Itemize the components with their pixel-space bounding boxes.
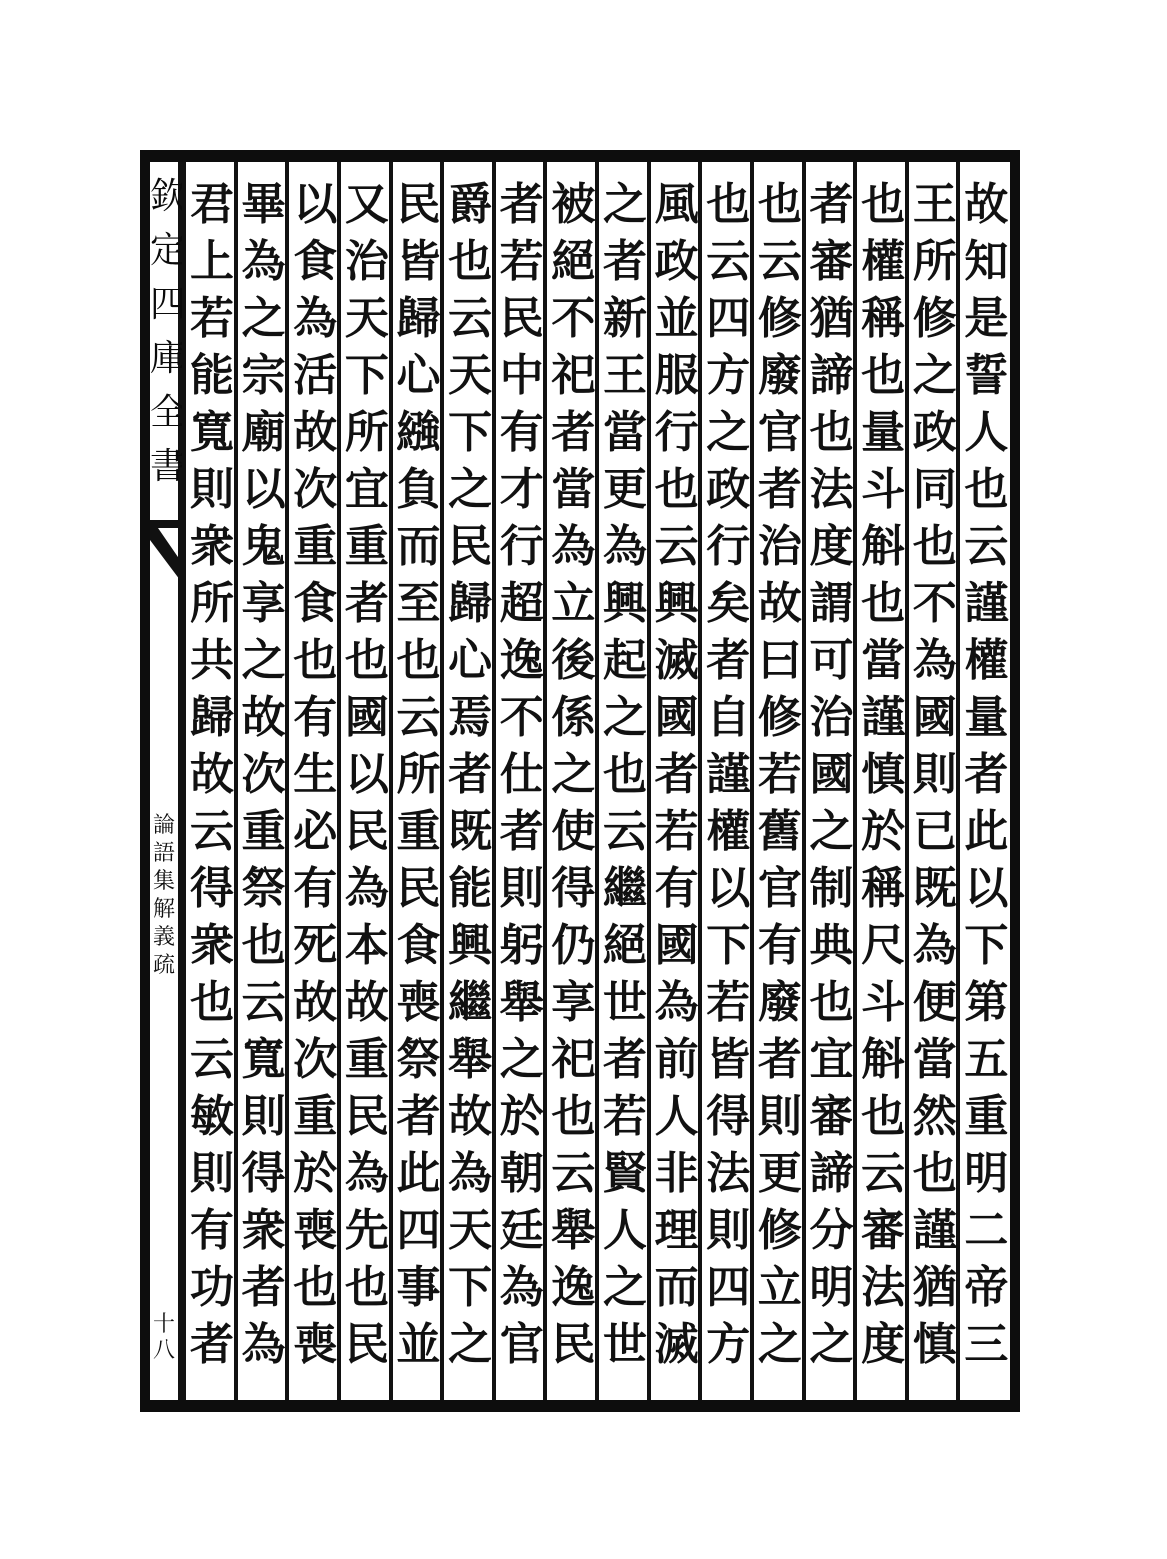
text-column-9	[543, 162, 595, 1400]
column-text: 被 絕 不 祀 者 當 為 立 後 係 之 使 得 仍 享 祀 也 云 舉 逸 民	[551, 179, 596, 1370]
fold-mark-icon	[150, 520, 180, 580]
text-column-16	[182, 162, 234, 1400]
column-text: 爵 也 云 天 下 之 民 歸 心 焉 者 既 能 興 繼 舉 故 為 天 下 之	[448, 179, 493, 1370]
column-text: 故 知 是 誓 人 也 云 謹 權 量 者 此 以 下 第 五 重 明 二 帝 三	[964, 179, 1009, 1370]
column-text: 以 食 為 活 故 次 重 食 也 有 生 必 有 死 故 次 重 於 喪 也 喪	[293, 179, 338, 1370]
column-text: 民 皆 歸 心 繈 負 而 至 也 云 所 重 民 食 喪 祭 者 此 四 事 並	[396, 179, 441, 1370]
text-column-8	[595, 162, 647, 1400]
margin-book-title: 論 語 集 解 義 疏	[152, 813, 175, 978]
text-column-5	[750, 162, 802, 1400]
column-text: 王 所 修 之 政 同 也 不 為 國 則 已 既 為 便 當 然 也 謹 猶 慎	[912, 179, 957, 1370]
text-area	[182, 162, 1008, 1400]
margin-strip	[150, 162, 187, 1400]
column-text: 者 若 民 中 有 才 行 超 逸 不 仕 者 則 躬 舉 之 於 朝 廷 為 官	[499, 179, 544, 1370]
column-text: 又 治 天 下 所 宜 重 者 也 國 以 民 為 本 故 重 民 為 先 也 民	[344, 179, 389, 1370]
column-text: 畢 為 之 宗 廟 以 鬼 享 之 故 次 重 祭 也 云 寬 則 得 衆 者 為	[241, 179, 286, 1370]
text-column-4	[802, 162, 854, 1400]
text-column-12	[389, 162, 441, 1400]
text-column-14	[285, 162, 337, 1400]
column-text: 也 權 稱 也 量 斗 斛 也 當 謹 慎 於 稱 尺 斗 斛 也 云 審 法 度	[861, 179, 906, 1370]
column-text: 之 者 新 王 當 更 為 興 起 之 也 云 繼 絕 世 者 若 賢 人 之 世	[603, 179, 647, 1370]
column-text: 君 上 若 能 寬 則 衆 所 共 歸 故 云 得 衆 也 云 敏 則 有 功 者	[190, 179, 234, 1370]
text-column-11	[440, 162, 492, 1400]
text-column-2	[905, 162, 957, 1400]
margin-title: 欽 定 四 庫 全 書	[150, 176, 187, 487]
text-column-1	[956, 162, 1008, 1400]
margin-page-number: 十 八	[152, 1312, 175, 1363]
column-text: 風 政 並 服 行 也 云 興 滅 國 者 若 有 國 為 前 人 非 理 而 滅	[654, 179, 699, 1370]
column-text: 也 云 修 廢 官 者 治 故 曰 修 若 舊 官 有 廢 者 則 更 修 立 之	[757, 179, 802, 1370]
text-column-10	[492, 162, 544, 1400]
column-text: 也 云 四 方 之 政 行 矣 者 自 謹 權 以 下 若 皆 得 法 則 四 方	[706, 179, 751, 1370]
text-column-3	[853, 162, 905, 1400]
text-column-7	[647, 162, 699, 1400]
text-column-15	[234, 162, 286, 1400]
text-column-6	[698, 162, 750, 1400]
text-column-13	[337, 162, 389, 1400]
column-text: 者 審 猶 諦 也 法 度 謂 可 治 國 之 制 典 也 宜 審 諦 分 明 之	[809, 179, 854, 1370]
